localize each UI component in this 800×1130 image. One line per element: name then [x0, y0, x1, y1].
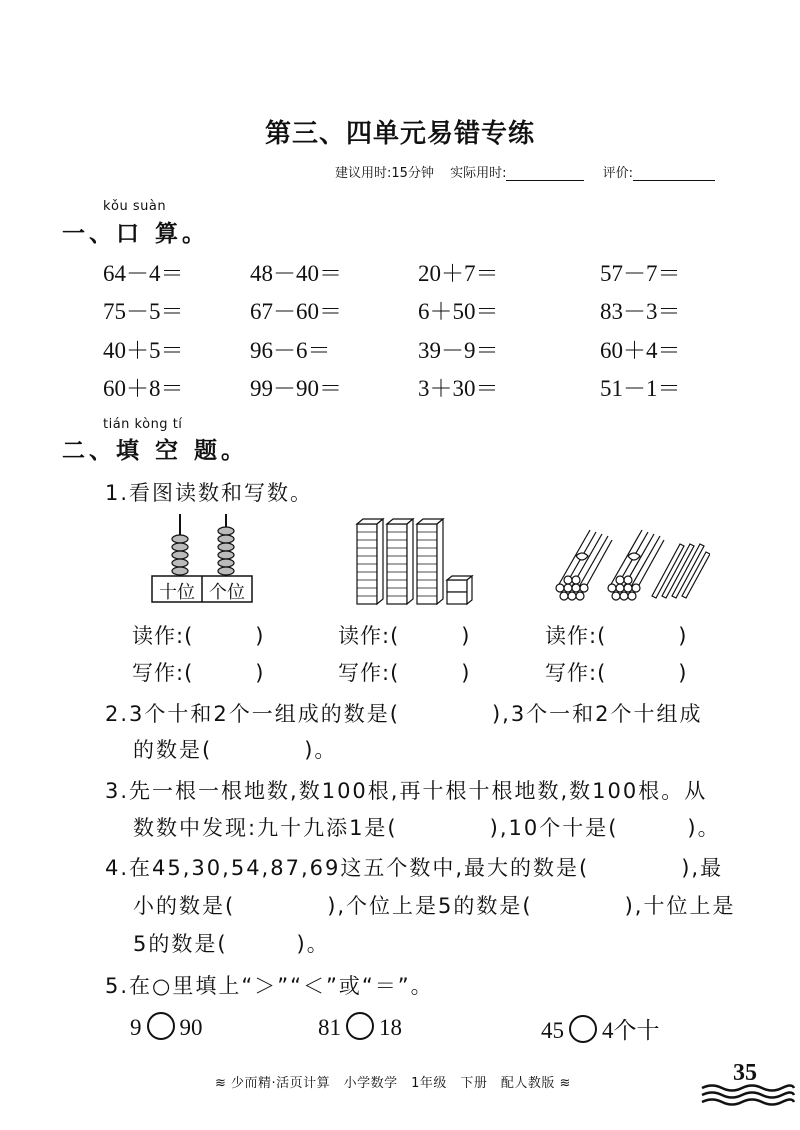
- q4-line1: 4.在45,30,54,87,69这五个数中,最大的数是( ),最: [105, 856, 724, 880]
- write-label: 写作:(: [338, 661, 400, 685]
- calc-item: 6＋50＝: [418, 299, 499, 324]
- calc-item: 60＋8＝: [103, 376, 184, 401]
- read-blank-3[interactable]: [545, 620, 687, 650]
- base-ten-blocks-image: [355, 518, 475, 606]
- footer-text: ≋ 少而精·活页计算 小学数学 1年级 下册 配人教版 ≋: [215, 1076, 571, 1091]
- calc-item: 67－60＝: [250, 299, 342, 324]
- compare-right: 18: [379, 1015, 402, 1040]
- compare-item-3: [541, 1012, 660, 1045]
- compare-right: 90: [179, 1015, 203, 1040]
- stick-bundles-image: [552, 526, 710, 606]
- calc-item: 96－6＝: [250, 338, 331, 363]
- calc-item: 83－3＝: [600, 299, 681, 324]
- rating-label: 评价:: [602, 166, 633, 181]
- close-paren: ): [461, 624, 471, 648]
- compare-circle[interactable]: [147, 1012, 175, 1040]
- calc-item: 39－9＝: [418, 338, 499, 363]
- compare-circle[interactable]: [346, 1012, 374, 1040]
- q1-text: 1.看图读数和写数。: [105, 481, 314, 505]
- read-blank-1[interactable]: [132, 620, 264, 650]
- q3-line1: 3.先一根一根地数,数100根,再十根十根地数,数100根。从: [105, 779, 708, 803]
- write-label: 写作:(: [545, 661, 607, 685]
- calc-item: 99－90＝: [250, 376, 342, 401]
- write-blank-1[interactable]: [132, 657, 264, 687]
- q2-line2: 的数是( )。: [133, 738, 338, 762]
- calc-item: 3＋30＝: [418, 376, 499, 401]
- write-blank-2[interactable]: [338, 657, 470, 687]
- compare-left: 45: [541, 1018, 564, 1043]
- rating-blank[interactable]: [633, 167, 715, 181]
- read-blank-2[interactable]: [338, 620, 470, 650]
- q3-line2: 数数中发现:九十九添1是( ),10个十是( )。: [133, 816, 721, 840]
- q4-line2: 小的数是( ),个位上是5的数是( ),十位上是: [133, 894, 736, 918]
- close-paren: ): [255, 624, 265, 648]
- actual-time-label: 实际用时:: [450, 166, 507, 181]
- section2-heading: 二、填 空 题。: [62, 438, 249, 464]
- calc-item: 51－1＝: [600, 376, 681, 401]
- write-label: 写作:(: [132, 661, 194, 685]
- close-paren: ): [678, 624, 688, 648]
- close-paren: ): [255, 661, 265, 685]
- compare-item-2: [318, 1012, 402, 1041]
- q2-line1: 2.3个十和2个一组成的数是( ),3个一和2个十组成: [105, 702, 703, 726]
- close-paren: ): [678, 661, 688, 685]
- q5-text: 5.在○里填上“＞”“＜”或“＝”。: [105, 974, 434, 998]
- q4-line3: 5的数是( )。: [133, 932, 330, 956]
- calc-item: 48－40＝: [250, 261, 342, 286]
- actual-time-blank[interactable]: [506, 167, 584, 181]
- compare-item-1: [130, 1012, 203, 1041]
- compare-circle[interactable]: [569, 1015, 597, 1043]
- page-number: 35: [733, 1060, 757, 1086]
- abacus-ones-label: 个位: [209, 582, 245, 603]
- read-label: 读作:(: [132, 624, 194, 648]
- section1-pinyin: kǒu suàn: [103, 199, 167, 214]
- calc-item: 64－4＝: [103, 261, 184, 286]
- meta-line: [335, 162, 715, 181]
- write-blank-3[interactable]: [545, 657, 687, 687]
- suggested-time: 建议用时:15分钟: [335, 166, 434, 181]
- read-label: 读作:(: [545, 624, 607, 648]
- abacus-tens-label: 十位: [159, 582, 195, 603]
- compare-left: 81: [318, 1015, 341, 1040]
- compare-right: 4个十: [602, 1018, 660, 1043]
- read-label: 读作:(: [338, 624, 400, 648]
- calc-item: 57－7＝: [600, 261, 681, 286]
- calc-item: 40＋5＝: [103, 338, 184, 363]
- section2-pinyin: tián kòng tí: [103, 417, 183, 432]
- calc-item: 60＋4＝: [600, 338, 681, 363]
- calc-item: 20＋7＝: [418, 261, 499, 286]
- page-title: 第三、四单元易错专练: [264, 119, 535, 149]
- close-paren: ): [461, 661, 471, 685]
- compare-left: 9: [130, 1015, 142, 1040]
- calc-item: 75－5＝: [103, 299, 184, 324]
- section1-heading: 一、口 算。: [62, 221, 210, 247]
